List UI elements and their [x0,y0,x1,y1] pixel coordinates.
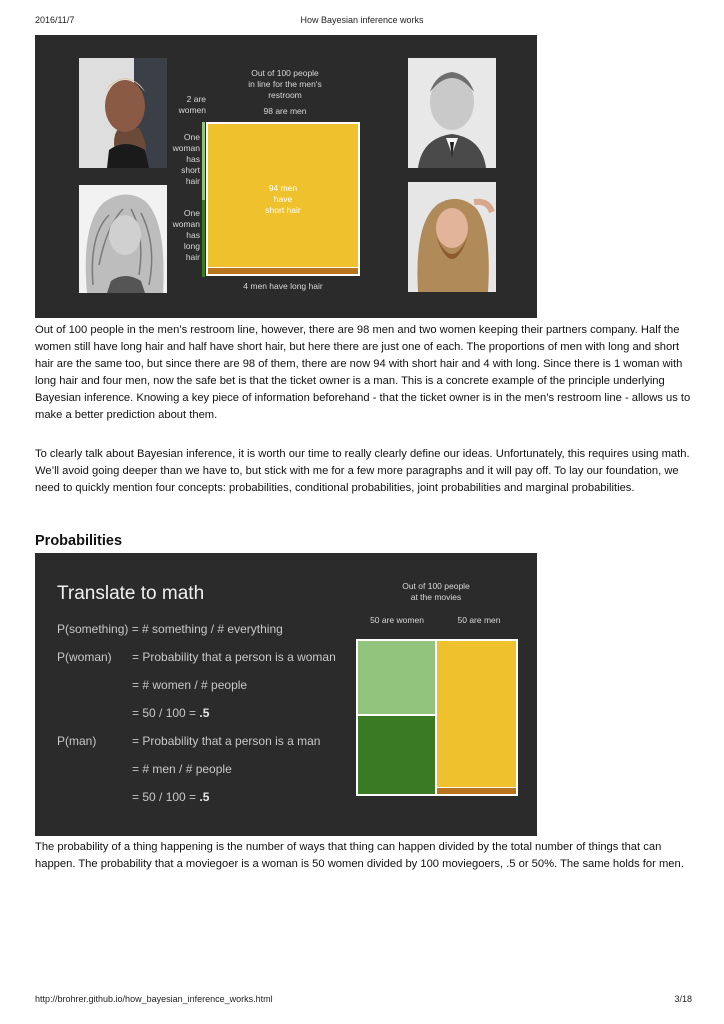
translate-to-math-slide [35,553,537,836]
movie-population-box [356,639,518,796]
woman-long-hair-photo [79,185,167,293]
slide1-caption: Out of 100 people in line for the men's restroom [248,68,322,100]
women-short-hair-block [358,641,435,714]
slide2-title: Translate to math [57,583,205,604]
women-long-hair-block [358,716,435,794]
p-man-definition: = Probability that a person is a man [132,734,321,748]
p-woman-definition: = Probability that a person is a woman [132,650,336,664]
men-long-hair-label: 4 men have long hair [243,281,323,291]
p-man-ratio: = # men / # people [132,762,232,776]
men-long-hair-block [437,788,516,794]
women-long-hair-bar [202,200,205,277]
woman-short-hair-label: One woman has short hair [172,132,200,186]
print-title: How Bayesian inference works [300,15,424,25]
man-long-hair-photo [408,182,496,292]
paragraph-definitions: To clearly talk about Bayesian inference, it is worth our time to really clearly define our ideas. Unfortunately, this requires using math. We’ll avoid going deeper than we have to, but stick with me for a few more paragraphs and it will pay off. To lay our foundation, we need to quickly mention four concepts: probabilities, conditional probabilities, joint probabilities and marginal probabilities. [35,448,690,494]
p-man-label: P(man) [57,734,97,748]
men-label: 50 are men [457,615,501,625]
men-long-hair-block [208,268,358,274]
men-label: 98 are men [263,106,307,116]
print-date: 2016/11/7 [35,15,75,25]
page-number: 3/18 [674,994,692,1004]
slide2-caption: Out of 100 people at the movies [402,581,470,602]
women-label: 50 are women [370,615,424,625]
man-short-hair-photo [408,58,496,168]
p-man-calc: = 50 / 100 = .5 [132,790,210,804]
p-woman-ratio: = # women / # people [132,678,248,692]
men-short-hair-label: 94 men have short hair [265,183,301,215]
p-woman-calc: = 50 / 100 = .5 [132,706,210,720]
section-heading-probabilities: Probabilities [35,533,123,549]
women-label: 2 are women [178,94,206,115]
men-short-hair-block [437,641,516,787]
woman-long-hair-label: One woman has long hair [172,208,200,262]
restroom-line-slide [35,35,537,318]
paragraph-restroom: Out of 100 people in the men’s restroom line, however, there are 98 men and two women keeping their partners company. Half the women still have long hair and half have short hair, but here there are just one of each. The proportions of men with long and short hair are the same too, but since there are 98 of them, there are now 94 with short hair and 4 with long. Since there is 1 woman with long hair and four men, now the safe bet is that the ticket owner is a man. This is a concrete example of the principle underlying Bayesian inference. Knowing a key piece of information beforehand - that the ticket owner is in the men’s restroom line - allows us to make a better prediction about them. [35,324,691,421]
woman-short-hair-photo [79,58,167,168]
p-woman-label: P(woman) [57,650,112,664]
paragraph-probability-definition: The probability of a thing happening is the number of ways that thing can happen divided by the total number of things that can happen. The probability that a moviegoer is a woman is 50 women divided by 100 moviegoers, .5 or 50%. The same holds for men. [35,841,684,870]
general-probability-formula: P(something) = # something / # everything [57,622,283,636]
page-url: http://brohrer.github.io/how_bayesian_inference_works.html [35,994,273,1004]
